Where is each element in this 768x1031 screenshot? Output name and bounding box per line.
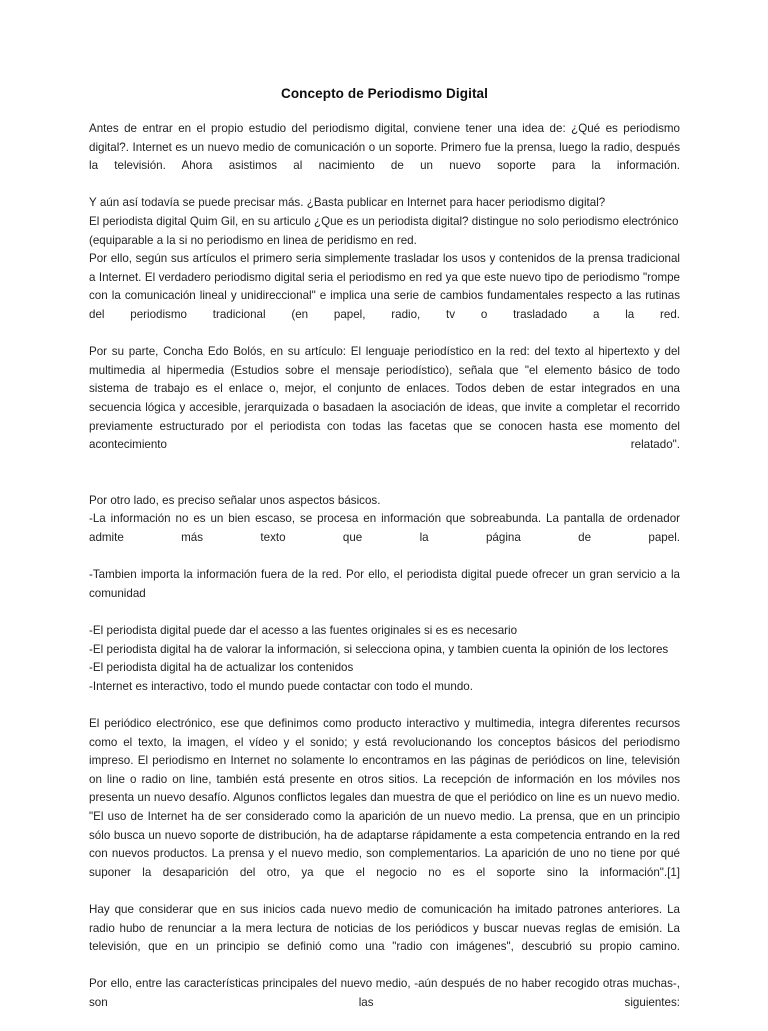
- paragraph: Antes de entrar en el propio estudio del periodismo digital, conviene tener una idea de: ¿Qué es periodismo digital?. Internet es un nuevo medio de comunicación o un soporte. Primero fue la prensa, luego la radio, después la televisión. Ahora asistimos al nacimiento de un nuevo soporte para la información.: [89, 122, 680, 173]
- page-title: Concepto de Periodismo Digital: [280, 86, 489, 101]
- document-body: [89, 120, 680, 1031]
- paragraph-block: [89, 120, 680, 473]
- paragraph-block: [89, 492, 680, 697]
- paragraph-block: [89, 715, 680, 1031]
- paragraph: Y aún así todavía se puede precisar más. ¿Basta publicar en Internet para hacer periodismo digital?: [89, 196, 606, 210]
- paragraph: -El periodista digital ha de actualizar los contenidos: [89, 661, 354, 675]
- paragraph: Por ello, según sus artículos el primero seria simplemente trasladar los usos y contenidos de la prensa tradicional a Internet. El verdadero periodismo digital seria el periodismo en red ya que este nuevo tipo de periodismo "rompe con la comunicación lineal y unidireccional" e implica una serie de cambios fundamentales respecto a las rutinas del periodismo tradicional (en papel, radio, tv o trasladado a la red.: [89, 252, 680, 321]
- paragraph: Por ello, entre las características principales del nuevo medio, -aún después de no haber recogido otras muchas-, son las siguientes:: [89, 977, 680, 1009]
- paragraph: Por su parte, Concha Edo Bolós, en su artículo: El lenguaje periodístico en la red: del texto al hipertexto y del multimedia al hipermedia (Estudios sobre el mensaje periodístico), señala que "el elemento básico de todo sistema de trabajo es el enlace o, mejor, el conjunto de enlaces. Todos deben de estar integrados en una secuencia lógica y accesible, jerarquizada o basadaen la asociación de ideas, que invite a completar el recorrido previamente estructurado por el periodista con todas las facetas que se conocen hasta ese momento del acontecimiento relatado".: [89, 345, 680, 452]
- document-content: [89, 86, 680, 1031]
- paragraph: El periódico electrónico, ese que definimos como producto interactivo y multimedia, integra diferentes recursos como el texto, la imagen, el vídeo y el sonido; y está revolucionando los conceptos básicos del periodismo impreso. El periodismo en Internet no solamente lo encontramos en las páginas de periódicos on line, televisión on line o radio on line, también está presente en otros sitios. La recepción de información en los móviles nos presenta un nuevo desafío. Algunos conflictos legales dan muestra de que el periódico on line es un nuevo medio. "El uso de Internet ha de ser considerado como la aparición de un nuevo medio. La prensa, que en un principio sólo busca un nuevo soporte de distribución, ha de adaptarse rápidamente a esta competencia entrando en la red con nuevos productos. La prensa y el nuevo medio, son complementarios. La aparición de uno no tiene por qué suponer la desaparición del otro, ya que el negocio no es el soporte sino la información".[1]: [89, 717, 680, 879]
- paragraph: -La información no es un bien escaso, se procesa en información que sobreabunda. La pantalla de ordenador admite más texto que la página de papel.: [89, 512, 680, 545]
- paragraph: -El periodista digital ha de valorar la información, si selecciona opina, y tambien cuenta la opinión de los lectores: [89, 642, 669, 656]
- paragraph: -Internet es interactivo, todo el mundo puede contactar con todo el mundo.: [89, 679, 473, 693]
- paragraph: Por otro lado, es preciso señalar unos aspectos básicos.: [89, 493, 381, 507]
- paragraph: El periodista digital Quim Gil, en su articulo ¿Que es un periodista digital? distingue no solo periodismo electrónico (equiparable a la si no periodismo en linea de peridismo en red.: [89, 214, 679, 247]
- paragraph: -El periodista digital puede dar el acesso a las fuentes originales si es es necesario: [89, 624, 518, 638]
- paragraph: Hay que considerar que en sus inicios cada nuevo medio de comunicación ha imitado patrones anteriores. La radio hubo de renunciar a la mera lectura de noticias de los periódicos y buscar nuevas reglas de emisión. La televisión, que en un principio se definió como una "radio con imágenes", descubrió su propio camino.: [89, 902, 680, 954]
- paragraph: -Tambien importa la información fuera de la red. Por ello, el periodista digital puede ofrecer un gran servicio a la comunidad: [89, 568, 680, 600]
